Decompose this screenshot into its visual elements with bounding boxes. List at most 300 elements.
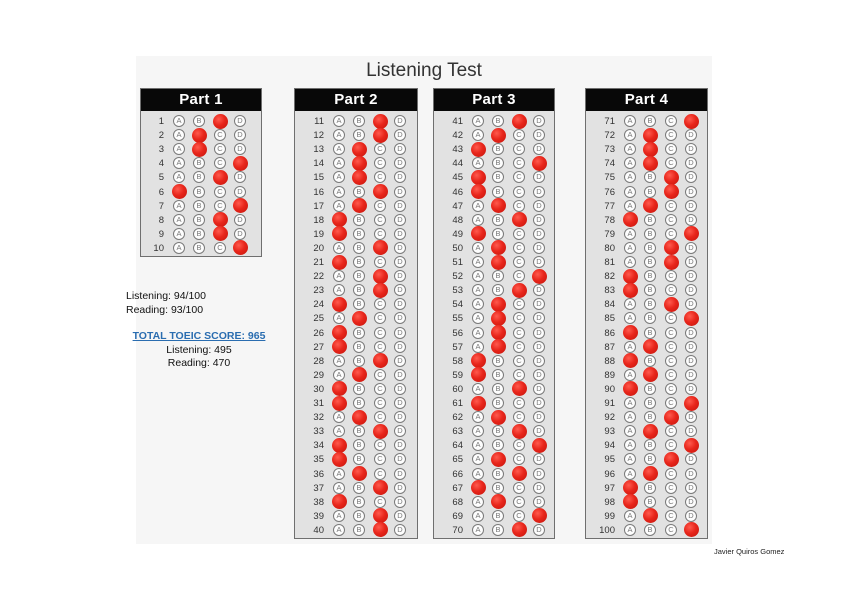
- answer-bubble-d[interactable]: D: [394, 228, 406, 240]
- answer-bubble-a[interactable]: A: [472, 453, 484, 465]
- answer-bubble-a[interactable]: A: [173, 157, 185, 169]
- answer-bubble-d[interactable]: D: [394, 157, 406, 169]
- answer-bubble-filled[interactable]: [491, 240, 506, 255]
- answer-bubble-a[interactable]: A: [624, 341, 636, 353]
- answer-bubble-filled[interactable]: [233, 198, 248, 213]
- answer-bubble-c[interactable]: C: [513, 482, 525, 494]
- answer-bubble-d[interactable]: D: [533, 453, 545, 465]
- answer-bubble-c[interactable]: C: [374, 256, 386, 268]
- answer-bubble-filled[interactable]: [623, 480, 638, 495]
- answer-bubble-a[interactable]: A: [333, 115, 345, 127]
- answer-bubble-b[interactable]: B: [492, 157, 504, 169]
- answer-bubble-d[interactable]: D: [394, 411, 406, 423]
- total-score-link[interactable]: TOTAL TOEIC SCORE: 965: [132, 330, 266, 342]
- answer-bubble-filled[interactable]: [512, 114, 527, 129]
- answer-bubble-d[interactable]: D: [394, 383, 406, 395]
- answer-bubble-d[interactable]: D: [533, 312, 545, 324]
- answer-bubble-d[interactable]: D: [685, 468, 697, 480]
- answer-bubble-b[interactable]: B: [353, 439, 365, 451]
- answer-bubble-d[interactable]: D: [685, 341, 697, 353]
- answer-bubble-a[interactable]: A: [173, 143, 185, 155]
- answer-bubble-c[interactable]: C: [374, 439, 386, 451]
- answer-bubble-a[interactable]: A: [624, 453, 636, 465]
- answer-bubble-d[interactable]: D: [394, 482, 406, 494]
- answer-bubble-b[interactable]: B: [492, 143, 504, 155]
- answer-bubble-a[interactable]: A: [624, 411, 636, 423]
- answer-bubble-d[interactable]: D: [685, 171, 697, 183]
- answer-bubble-a[interactable]: A: [472, 496, 484, 508]
- answer-bubble-c[interactable]: C: [513, 228, 525, 240]
- answer-bubble-c[interactable]: C: [665, 482, 677, 494]
- answer-bubble-b[interactable]: B: [644, 411, 656, 423]
- answer-bubble-d[interactable]: D: [394, 312, 406, 324]
- answer-bubble-b[interactable]: B: [353, 510, 365, 522]
- answer-bubble-filled[interactable]: [471, 396, 486, 411]
- answer-bubble-b[interactable]: B: [492, 284, 504, 296]
- answer-bubble-c[interactable]: C: [665, 312, 677, 324]
- answer-bubble-filled[interactable]: [332, 438, 347, 453]
- answer-bubble-filled[interactable]: [213, 226, 228, 241]
- answer-bubble-filled[interactable]: [192, 142, 207, 157]
- answer-bubble-c[interactable]: C: [374, 214, 386, 226]
- answer-bubble-d[interactable]: D: [533, 129, 545, 141]
- answer-bubble-d[interactable]: D: [685, 270, 697, 282]
- answer-bubble-c[interactable]: C: [513, 397, 525, 409]
- answer-bubble-a[interactable]: A: [333, 355, 345, 367]
- answer-bubble-a[interactable]: A: [472, 411, 484, 423]
- answer-bubble-b[interactable]: B: [353, 482, 365, 494]
- answer-bubble-a[interactable]: A: [472, 341, 484, 353]
- answer-bubble-filled[interactable]: [623, 381, 638, 396]
- answer-bubble-c[interactable]: C: [665, 369, 677, 381]
- answer-bubble-c[interactable]: C: [374, 157, 386, 169]
- answer-bubble-b[interactable]: B: [193, 214, 205, 226]
- answer-bubble-c[interactable]: C: [665, 397, 677, 409]
- answer-bubble-filled[interactable]: [373, 424, 388, 439]
- answer-bubble-d[interactable]: D: [234, 115, 246, 127]
- answer-bubble-a[interactable]: A: [624, 115, 636, 127]
- answer-bubble-c[interactable]: C: [374, 383, 386, 395]
- answer-bubble-b[interactable]: B: [644, 171, 656, 183]
- answer-bubble-c[interactable]: C: [513, 369, 525, 381]
- answer-bubble-a[interactable]: A: [624, 439, 636, 451]
- answer-bubble-c[interactable]: C: [374, 312, 386, 324]
- answer-bubble-b[interactable]: B: [193, 171, 205, 183]
- answer-bubble-filled[interactable]: [623, 494, 638, 509]
- answer-bubble-d[interactable]: D: [533, 214, 545, 226]
- answer-bubble-c[interactable]: C: [665, 284, 677, 296]
- answer-bubble-b[interactable]: B: [353, 284, 365, 296]
- answer-bubble-b[interactable]: B: [193, 242, 205, 254]
- answer-bubble-d[interactable]: D: [394, 327, 406, 339]
- answer-bubble-filled[interactable]: [643, 339, 658, 354]
- answer-bubble-d[interactable]: D: [533, 143, 545, 155]
- answer-bubble-d[interactable]: D: [533, 200, 545, 212]
- answer-bubble-a[interactable]: A: [472, 468, 484, 480]
- answer-bubble-a[interactable]: A: [624, 129, 636, 141]
- answer-bubble-c[interactable]: C: [513, 270, 525, 282]
- answer-bubble-c[interactable]: C: [513, 157, 525, 169]
- answer-bubble-c[interactable]: C: [665, 524, 677, 536]
- answer-bubble-d[interactable]: D: [394, 214, 406, 226]
- answer-bubble-c[interactable]: C: [665, 341, 677, 353]
- answer-bubble-filled[interactable]: [684, 226, 699, 241]
- answer-bubble-a[interactable]: A: [173, 171, 185, 183]
- answer-bubble-filled[interactable]: [623, 353, 638, 368]
- answer-bubble-b[interactable]: B: [644, 256, 656, 268]
- answer-bubble-d[interactable]: D: [533, 242, 545, 254]
- answer-bubble-b[interactable]: B: [353, 129, 365, 141]
- answer-bubble-filled[interactable]: [373, 283, 388, 298]
- answer-bubble-a[interactable]: A: [333, 129, 345, 141]
- answer-bubble-d[interactable]: D: [685, 157, 697, 169]
- answer-bubble-filled[interactable]: [172, 184, 187, 199]
- answer-bubble-c[interactable]: C: [374, 298, 386, 310]
- answer-bubble-c[interactable]: C: [513, 453, 525, 465]
- answer-bubble-a[interactable]: A: [333, 425, 345, 437]
- answer-bubble-d[interactable]: D: [685, 242, 697, 254]
- answer-bubble-d[interactable]: D: [394, 242, 406, 254]
- answer-bubble-c[interactable]: C: [513, 411, 525, 423]
- answer-bubble-a[interactable]: A: [472, 439, 484, 451]
- answer-bubble-d[interactable]: D: [394, 115, 406, 127]
- answer-bubble-a[interactable]: A: [624, 242, 636, 254]
- answer-bubble-b[interactable]: B: [193, 115, 205, 127]
- answer-bubble-d[interactable]: D: [685, 214, 697, 226]
- answer-bubble-d[interactable]: D: [394, 171, 406, 183]
- answer-bubble-b[interactable]: B: [353, 256, 365, 268]
- answer-bubble-b[interactable]: B: [492, 425, 504, 437]
- answer-bubble-b[interactable]: B: [492, 439, 504, 451]
- answer-bubble-d[interactable]: D: [685, 327, 697, 339]
- answer-bubble-filled[interactable]: [373, 128, 388, 143]
- answer-bubble-c[interactable]: C: [513, 242, 525, 254]
- answer-bubble-b[interactable]: B: [644, 228, 656, 240]
- answer-bubble-filled[interactable]: [491, 198, 506, 213]
- answer-bubble-a[interactable]: A: [624, 425, 636, 437]
- answer-bubble-d[interactable]: D: [394, 341, 406, 353]
- answer-bubble-d[interactable]: D: [685, 369, 697, 381]
- answer-bubble-c[interactable]: C: [374, 200, 386, 212]
- answer-bubble-b[interactable]: B: [353, 453, 365, 465]
- answer-bubble-filled[interactable]: [373, 184, 388, 199]
- answer-bubble-c[interactable]: C: [513, 439, 525, 451]
- answer-bubble-filled[interactable]: [373, 508, 388, 523]
- answer-bubble-b[interactable]: B: [353, 115, 365, 127]
- answer-bubble-d[interactable]: D: [394, 200, 406, 212]
- answer-bubble-d[interactable]: D: [685, 482, 697, 494]
- answer-bubble-b[interactable]: B: [193, 186, 205, 198]
- answer-bubble-d[interactable]: D: [685, 355, 697, 367]
- answer-bubble-c[interactable]: C: [513, 129, 525, 141]
- answer-bubble-filled[interactable]: [332, 452, 347, 467]
- answer-bubble-a[interactable]: A: [624, 143, 636, 155]
- answer-bubble-filled[interactable]: [623, 325, 638, 340]
- answer-bubble-d[interactable]: D: [533, 425, 545, 437]
- answer-bubble-c[interactable]: C: [513, 186, 525, 198]
- answer-bubble-b[interactable]: B: [644, 397, 656, 409]
- answer-bubble-b[interactable]: B: [353, 496, 365, 508]
- answer-bubble-a[interactable]: A: [624, 228, 636, 240]
- answer-bubble-b[interactable]: B: [644, 186, 656, 198]
- answer-bubble-c[interactable]: C: [665, 157, 677, 169]
- answer-bubble-a[interactable]: A: [624, 200, 636, 212]
- answer-bubble-filled[interactable]: [643, 424, 658, 439]
- answer-bubble-d[interactable]: D: [533, 115, 545, 127]
- answer-bubble-a[interactable]: A: [173, 129, 185, 141]
- answer-bubble-a[interactable]: A: [333, 157, 345, 169]
- answer-bubble-a[interactable]: A: [624, 298, 636, 310]
- answer-bubble-a[interactable]: A: [624, 171, 636, 183]
- answer-bubble-filled[interactable]: [471, 480, 486, 495]
- answer-bubble-d[interactable]: D: [685, 284, 697, 296]
- answer-bubble-filled[interactable]: [643, 142, 658, 157]
- answer-bubble-b[interactable]: B: [644, 496, 656, 508]
- answer-bubble-c[interactable]: C: [374, 397, 386, 409]
- answer-bubble-a[interactable]: A: [333, 270, 345, 282]
- answer-bubble-b[interactable]: B: [492, 228, 504, 240]
- answer-bubble-filled[interactable]: [491, 128, 506, 143]
- answer-bubble-filled[interactable]: [491, 410, 506, 425]
- answer-bubble-b[interactable]: B: [644, 355, 656, 367]
- answer-bubble-b[interactable]: B: [492, 524, 504, 536]
- answer-bubble-filled[interactable]: [532, 269, 547, 284]
- answer-bubble-filled[interactable]: [643, 508, 658, 523]
- answer-bubble-a[interactable]: A: [333, 143, 345, 155]
- answer-bubble-d[interactable]: D: [533, 186, 545, 198]
- answer-bubble-a[interactable]: A: [472, 115, 484, 127]
- answer-bubble-b[interactable]: B: [193, 200, 205, 212]
- answer-bubble-a[interactable]: A: [624, 397, 636, 409]
- answer-bubble-b[interactable]: B: [644, 214, 656, 226]
- answer-bubble-filled[interactable]: [373, 480, 388, 495]
- answer-bubble-filled[interactable]: [352, 170, 367, 185]
- answer-bubble-d[interactable]: D: [394, 453, 406, 465]
- answer-bubble-d[interactable]: D: [533, 171, 545, 183]
- answer-bubble-b[interactable]: B: [353, 341, 365, 353]
- answer-bubble-c[interactable]: C: [374, 228, 386, 240]
- answer-bubble-b[interactable]: B: [644, 242, 656, 254]
- answer-bubble-d[interactable]: D: [685, 425, 697, 437]
- answer-bubble-d[interactable]: D: [533, 397, 545, 409]
- answer-bubble-b[interactable]: B: [353, 228, 365, 240]
- answer-bubble-a[interactable]: A: [624, 312, 636, 324]
- answer-bubble-b[interactable]: B: [353, 242, 365, 254]
- answer-bubble-a[interactable]: A: [472, 270, 484, 282]
- answer-bubble-a[interactable]: A: [333, 369, 345, 381]
- answer-bubble-a[interactable]: A: [624, 510, 636, 522]
- answer-bubble-d[interactable]: D: [394, 270, 406, 282]
- answer-bubble-filled[interactable]: [643, 156, 658, 171]
- answer-bubble-c[interactable]: C: [214, 242, 226, 254]
- answer-bubble-c[interactable]: C: [513, 200, 525, 212]
- answer-bubble-a[interactable]: A: [624, 369, 636, 381]
- answer-bubble-b[interactable]: B: [644, 270, 656, 282]
- answer-bubble-d[interactable]: D: [685, 453, 697, 465]
- answer-bubble-c[interactable]: C: [374, 143, 386, 155]
- answer-bubble-a[interactable]: A: [173, 228, 185, 240]
- answer-bubble-a[interactable]: A: [173, 115, 185, 127]
- answer-bubble-b[interactable]: B: [353, 298, 365, 310]
- answer-bubble-c[interactable]: C: [374, 171, 386, 183]
- answer-bubble-filled[interactable]: [684, 311, 699, 326]
- answer-bubble-c[interactable]: C: [513, 510, 525, 522]
- answer-bubble-filled[interactable]: [664, 255, 679, 270]
- answer-bubble-d[interactable]: D: [234, 214, 246, 226]
- answer-bubble-a[interactable]: A: [472, 129, 484, 141]
- answer-bubble-filled[interactable]: [332, 255, 347, 270]
- answer-bubble-c[interactable]: C: [513, 312, 525, 324]
- answer-bubble-a[interactable]: A: [333, 200, 345, 212]
- answer-bubble-filled[interactable]: [373, 269, 388, 284]
- answer-bubble-a[interactable]: A: [333, 186, 345, 198]
- answer-bubble-a[interactable]: A: [333, 242, 345, 254]
- answer-bubble-a[interactable]: A: [472, 157, 484, 169]
- answer-bubble-b[interactable]: B: [644, 284, 656, 296]
- answer-bubble-d[interactable]: D: [394, 397, 406, 409]
- answer-bubble-d[interactable]: D: [685, 510, 697, 522]
- answer-bubble-filled[interactable]: [373, 522, 388, 537]
- answer-bubble-filled[interactable]: [332, 494, 347, 509]
- answer-bubble-d[interactable]: D: [533, 284, 545, 296]
- answer-bubble-c[interactable]: C: [665, 383, 677, 395]
- answer-bubble-b[interactable]: B: [492, 186, 504, 198]
- answer-bubble-b[interactable]: B: [644, 524, 656, 536]
- answer-bubble-a[interactable]: A: [333, 510, 345, 522]
- answer-bubble-filled[interactable]: [491, 255, 506, 270]
- answer-bubble-b[interactable]: B: [492, 383, 504, 395]
- answer-bubble-a[interactable]: A: [472, 312, 484, 324]
- answer-bubble-filled[interactable]: [684, 522, 699, 537]
- answer-bubble-d[interactable]: D: [533, 524, 545, 536]
- answer-bubble-filled[interactable]: [471, 170, 486, 185]
- answer-bubble-c[interactable]: C: [374, 369, 386, 381]
- answer-bubble-d[interactable]: D: [234, 143, 246, 155]
- answer-bubble-a[interactable]: A: [173, 214, 185, 226]
- answer-bubble-filled[interactable]: [332, 226, 347, 241]
- answer-bubble-a[interactable]: A: [472, 327, 484, 339]
- answer-bubble-c[interactable]: C: [665, 143, 677, 155]
- answer-bubble-b[interactable]: B: [644, 115, 656, 127]
- answer-bubble-b[interactable]: B: [492, 214, 504, 226]
- answer-bubble-c[interactable]: C: [665, 228, 677, 240]
- answer-bubble-a[interactable]: A: [472, 242, 484, 254]
- answer-bubble-d[interactable]: D: [533, 355, 545, 367]
- answer-bubble-filled[interactable]: [491, 297, 506, 312]
- answer-bubble-b[interactable]: B: [353, 186, 365, 198]
- answer-bubble-d[interactable]: D: [394, 439, 406, 451]
- answer-bubble-filled[interactable]: [213, 170, 228, 185]
- answer-bubble-a[interactable]: A: [472, 214, 484, 226]
- answer-bubble-d[interactable]: D: [394, 143, 406, 155]
- answer-bubble-d[interactable]: D: [685, 411, 697, 423]
- answer-bubble-d[interactable]: D: [394, 468, 406, 480]
- answer-bubble-c[interactable]: C: [665, 270, 677, 282]
- answer-bubble-d[interactable]: D: [394, 496, 406, 508]
- answer-bubble-b[interactable]: B: [644, 298, 656, 310]
- answer-bubble-a[interactable]: A: [333, 468, 345, 480]
- answer-bubble-d[interactable]: D: [533, 341, 545, 353]
- answer-bubble-d[interactable]: D: [394, 298, 406, 310]
- answer-bubble-d[interactable]: D: [685, 383, 697, 395]
- answer-bubble-a[interactable]: A: [472, 256, 484, 268]
- answer-bubble-c[interactable]: C: [665, 468, 677, 480]
- answer-bubble-filled[interactable]: [643, 367, 658, 382]
- answer-bubble-d[interactable]: D: [533, 369, 545, 381]
- answer-bubble-d[interactable]: D: [394, 129, 406, 141]
- answer-bubble-b[interactable]: B: [193, 157, 205, 169]
- answer-bubble-b[interactable]: B: [492, 510, 504, 522]
- answer-bubble-a[interactable]: A: [624, 524, 636, 536]
- answer-bubble-c[interactable]: C: [665, 496, 677, 508]
- answer-bubble-filled[interactable]: [491, 494, 506, 509]
- answer-bubble-filled[interactable]: [684, 438, 699, 453]
- answer-bubble-c[interactable]: C: [513, 341, 525, 353]
- answer-bubble-d[interactable]: D: [234, 171, 246, 183]
- answer-bubble-c[interactable]: C: [665, 214, 677, 226]
- answer-bubble-b[interactable]: B: [353, 327, 365, 339]
- answer-bubble-a[interactable]: A: [624, 468, 636, 480]
- answer-bubble-filled[interactable]: [471, 353, 486, 368]
- answer-bubble-filled[interactable]: [352, 311, 367, 326]
- answer-bubble-c[interactable]: C: [665, 115, 677, 127]
- answer-bubble-filled[interactable]: [512, 424, 527, 439]
- answer-bubble-b[interactable]: B: [644, 439, 656, 451]
- answer-bubble-filled[interactable]: [233, 156, 248, 171]
- answer-bubble-b[interactable]: B: [353, 214, 365, 226]
- answer-bubble-filled[interactable]: [512, 212, 527, 227]
- answer-bubble-c[interactable]: C: [513, 355, 525, 367]
- answer-bubble-filled[interactable]: [352, 198, 367, 213]
- answer-bubble-d[interactable]: D: [533, 468, 545, 480]
- answer-bubble-b[interactable]: B: [492, 468, 504, 480]
- answer-bubble-a[interactable]: A: [472, 510, 484, 522]
- answer-bubble-filled[interactable]: [332, 396, 347, 411]
- answer-bubble-filled[interactable]: [532, 156, 547, 171]
- answer-bubble-d[interactable]: D: [685, 298, 697, 310]
- answer-bubble-filled[interactable]: [471, 367, 486, 382]
- answer-bubble-d[interactable]: D: [685, 129, 697, 141]
- answer-bubble-b[interactable]: B: [492, 482, 504, 494]
- answer-bubble-filled[interactable]: [643, 466, 658, 481]
- answer-bubble-d[interactable]: D: [533, 496, 545, 508]
- answer-bubble-c[interactable]: C: [513, 256, 525, 268]
- answer-bubble-d[interactable]: D: [533, 256, 545, 268]
- answer-bubble-c[interactable]: C: [513, 298, 525, 310]
- answer-bubble-a[interactable]: A: [472, 425, 484, 437]
- answer-bubble-b[interactable]: B: [353, 270, 365, 282]
- answer-bubble-c[interactable]: C: [665, 200, 677, 212]
- answer-bubble-c[interactable]: C: [513, 327, 525, 339]
- answer-bubble-filled[interactable]: [233, 240, 248, 255]
- answer-bubble-d[interactable]: D: [234, 186, 246, 198]
- answer-bubble-filled[interactable]: [623, 269, 638, 284]
- answer-bubble-filled[interactable]: [684, 114, 699, 129]
- answer-bubble-b[interactable]: B: [492, 355, 504, 367]
- answer-bubble-c[interactable]: C: [374, 327, 386, 339]
- answer-bubble-filled[interactable]: [192, 128, 207, 143]
- answer-bubble-d[interactable]: D: [533, 298, 545, 310]
- answer-bubble-d[interactable]: D: [394, 256, 406, 268]
- answer-bubble-c[interactable]: C: [214, 200, 226, 212]
- answer-bubble-a[interactable]: A: [624, 157, 636, 169]
- answer-bubble-b[interactable]: B: [492, 270, 504, 282]
- answer-bubble-filled[interactable]: [512, 466, 527, 481]
- answer-bubble-c[interactable]: C: [374, 496, 386, 508]
- answer-bubble-d[interactable]: D: [394, 524, 406, 536]
- answer-bubble-filled[interactable]: [684, 396, 699, 411]
- answer-bubble-d[interactable]: D: [234, 228, 246, 240]
